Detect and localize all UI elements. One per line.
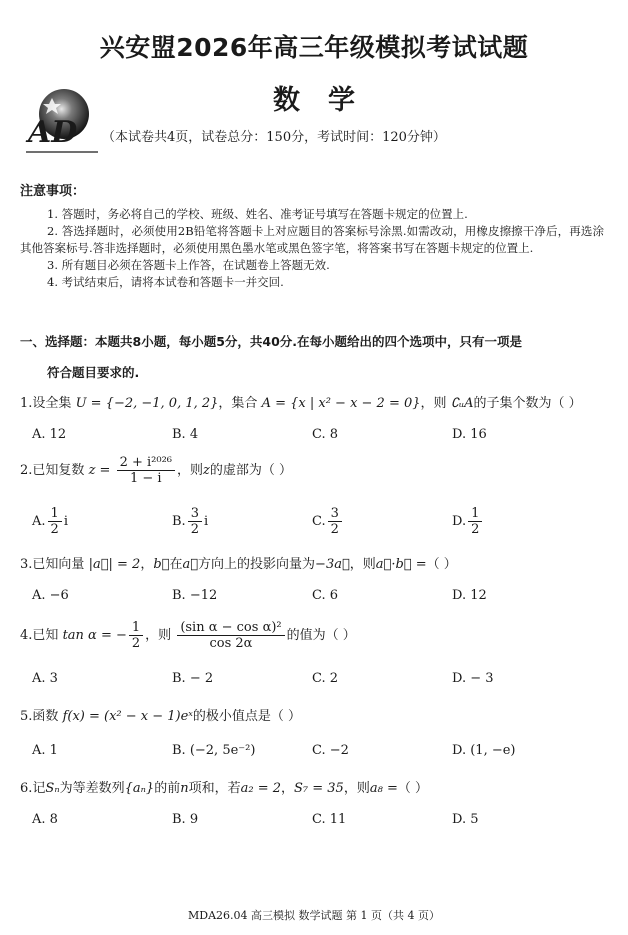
question-text: ，	[140, 557, 154, 572]
option-c: C. 6	[312, 588, 339, 603]
question-number: 3.	[20, 557, 33, 572]
math-expr: z =	[88, 463, 111, 478]
option-a	[32, 506, 68, 537]
notice-item: 4. 考试结束后，请将本试卷和答题卡一并交回.	[47, 275, 284, 289]
question-number: 5.	[20, 709, 33, 724]
denominator: 2	[471, 522, 480, 537]
option-c: C. 2	[312, 671, 339, 686]
option-text: i	[63, 514, 68, 529]
option-text: i	[203, 514, 209, 529]
notice-item: 3. 所有题目必须在答题卡上作答，在试题卷上答题无效.	[47, 258, 330, 272]
question-text: 在	[169, 557, 183, 572]
math-expr: ∁ᵤA	[450, 396, 474, 411]
option-c	[312, 506, 344, 537]
svg-text:AD: AD	[28, 115, 78, 150]
question-text: 的前	[154, 781, 181, 796]
option-d: D. − 3	[452, 671, 494, 686]
question-text: ，则	[349, 557, 376, 572]
question-6	[20, 777, 428, 796]
math-expr: a₈ =	[369, 781, 398, 796]
question-text: （ ）	[397, 781, 428, 796]
math-expr: a₂ = 2	[240, 781, 281, 796]
question-text: 函数	[32, 709, 59, 724]
fraction	[117, 455, 175, 486]
option-label: C.	[312, 514, 326, 529]
numerator: 3	[328, 506, 342, 522]
question-text: ，集合	[218, 396, 258, 411]
math-expr: Sₙ	[45, 781, 60, 796]
question-number: 1.	[20, 396, 33, 411]
math-expr: −3a⃗	[315, 557, 350, 572]
question-text: ，	[280, 781, 294, 796]
question-text: 设全集	[32, 396, 72, 411]
math-expr: f(x) = (x² − x − 1)eˣ	[62, 709, 193, 724]
question-2	[20, 455, 292, 486]
option-label: D.	[452, 514, 467, 529]
math-expr: b⃗	[153, 557, 170, 572]
option-a: A. 12	[32, 427, 67, 442]
question-text: 的虚部为（ ）	[209, 463, 293, 478]
question-text: 已知向量	[32, 557, 85, 572]
exam-info: （本试卷共4页，试卷总分：150分，考试时间：120分钟）	[102, 130, 446, 145]
math-expr: |a⃗| = 2	[88, 557, 141, 572]
math-expr: a⃗	[182, 557, 199, 572]
notice-item: 2. 答选择题时，必须使用2B铅笔将答题卡上对应题目的答案标号涂黑.如需改动，用橡皮擦擦干净后，再选涂其他答案标号.答非选择题时，必须使用黑色墨水笔或黑色签字笔，将答案书写在答题卡规定的位置上.	[20, 224, 604, 255]
notice-heading: 注意事项：	[20, 184, 86, 199]
numerator: (sin α − cos α)²	[177, 620, 284, 636]
publisher-logo	[22, 88, 100, 158]
question-text: 的值为（ ）	[286, 628, 356, 643]
section-line: 一、选择题：本题共8小题，每小题5分，共40分.在每小题给出的四个选项中，只有一项是	[20, 334, 523, 349]
fraction	[177, 620, 284, 651]
question-number: 6.	[20, 781, 33, 796]
option-b: B. 9	[172, 812, 199, 827]
option-c: C. −2	[312, 743, 349, 758]
question-number: 2.	[20, 463, 33, 478]
notice-list	[20, 206, 604, 291]
math-expr: S₇ = 35	[294, 781, 344, 796]
option-label: A.	[32, 514, 46, 529]
question-text: 已知复数	[32, 463, 85, 478]
exam-title: 兴安盟2026年高三年级模拟考试试题	[99, 33, 529, 62]
option-c: C. 11	[312, 812, 347, 827]
math-expr: n	[180, 781, 189, 796]
question-3	[20, 553, 457, 572]
denominator: 2	[50, 522, 59, 537]
question-text: 方向上的投影向量为	[198, 557, 316, 572]
section-line: 符合题目要求的.	[47, 365, 140, 380]
question-text: 项和，若	[188, 781, 241, 796]
denominator: 2	[190, 522, 199, 537]
math-expr: a⃗·b⃗ =	[375, 557, 427, 572]
option-a: A. 1	[32, 743, 58, 758]
numerator: 3	[188, 506, 202, 522]
math-expr: {aₙ}	[124, 781, 155, 796]
section-heading	[20, 326, 612, 388]
subject-title: 数学	[273, 85, 383, 116]
question-text: ，则	[343, 781, 370, 796]
option-a: A. 3	[32, 671, 58, 686]
numerator: 2 + i²⁰²⁶	[117, 455, 175, 471]
option-b: B. (−2, 5e⁻²)	[172, 743, 256, 758]
question-1	[20, 392, 582, 411]
question-text: 已知	[32, 628, 59, 643]
option-b: B. − 2	[172, 671, 214, 686]
option-b	[172, 506, 208, 537]
notice-item: 1. 答题时，务必将自己的学校、班级、姓名、准考证号填写在答题卡规定的位置上.	[47, 207, 468, 221]
option-c: C. 8	[312, 427, 339, 442]
option-d: D. 12	[452, 588, 487, 603]
question-text: ，则	[145, 628, 172, 643]
denominator: cos 2α	[209, 636, 253, 651]
math-expr: A = {x | x² − x − 2 = 0}	[261, 396, 421, 411]
option-b: B. −12	[172, 588, 218, 603]
math-expr: z	[203, 463, 210, 478]
question-text: 为等差数列	[59, 781, 125, 796]
fraction	[129, 620, 143, 651]
question-text: 记	[32, 781, 46, 796]
option-a: A. 8	[32, 812, 58, 827]
question-4	[20, 620, 356, 651]
numerator: 1	[468, 506, 482, 522]
math-expr: tan α = −	[62, 628, 127, 643]
question-number: 4.	[20, 628, 33, 643]
denominator: 2	[330, 522, 339, 537]
math-expr: U = {−2, −1, 0, 1, 2}	[75, 396, 219, 411]
numerator: 1	[48, 506, 62, 522]
option-b: B. 4	[172, 427, 199, 442]
question-text: ，则	[177, 463, 204, 478]
question-text: ，则	[420, 396, 447, 411]
question-text: （ ）	[426, 557, 457, 572]
option-a: A. −6	[32, 588, 69, 603]
option-d	[452, 506, 484, 537]
option-d: D. 5	[452, 812, 479, 827]
option-d: D. 16	[452, 427, 487, 442]
option-d: D. (1, −e)	[452, 743, 516, 758]
question-text: 的子集个数为（ ）	[473, 396, 582, 411]
option-label: B.	[172, 514, 186, 529]
question-5	[20, 705, 301, 724]
page-footer: MDA26.04 高三模拟 数学试题 第 1 页（共 4 页）	[188, 909, 440, 922]
denominator: 2	[131, 636, 141, 651]
denominator: 1 − i	[130, 471, 162, 486]
numerator: 1	[129, 620, 143, 636]
question-text: 的极小值点是（ ）	[192, 709, 302, 724]
